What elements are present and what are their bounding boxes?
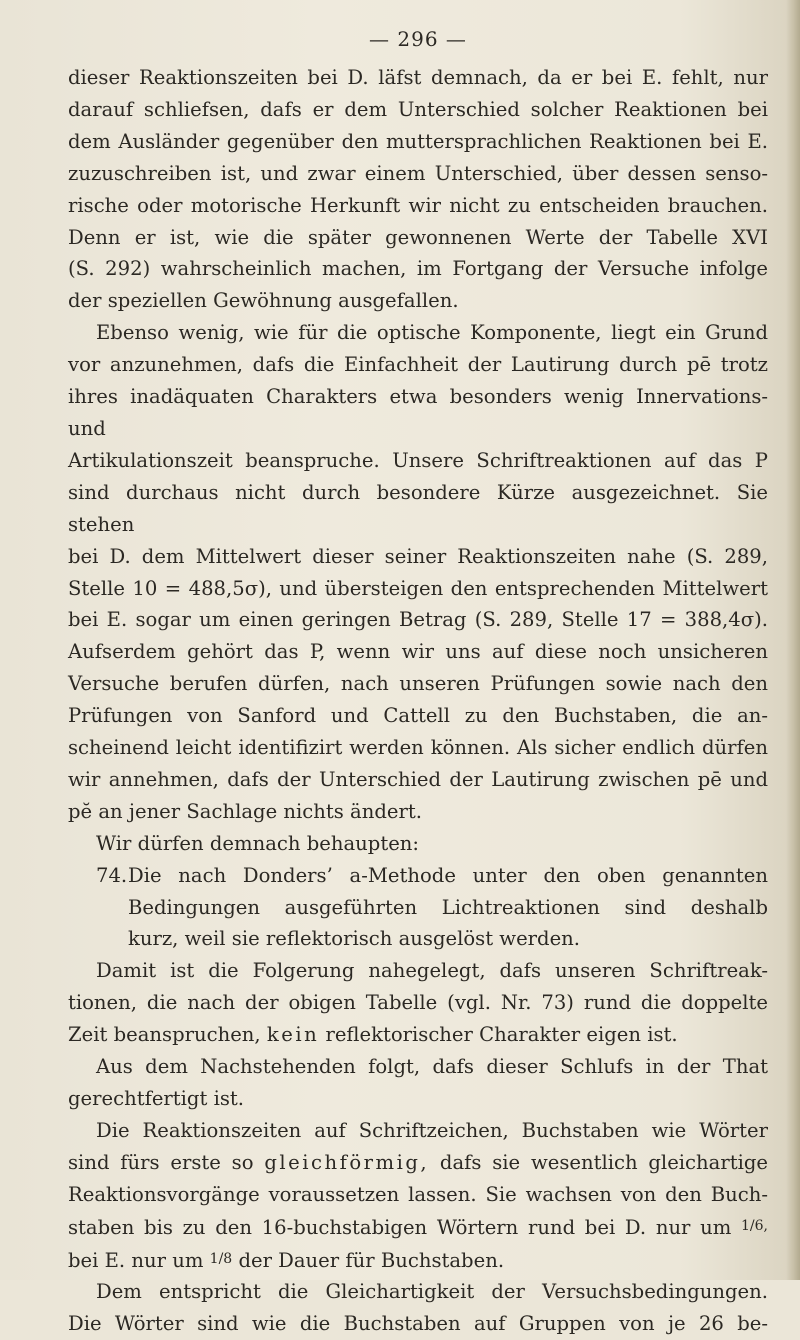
text-line: scheinend leicht identifizirt werden können. Als sicher endlich dürfen (68, 736, 768, 760)
text-segment: Zeit beanspruchen, (68, 1023, 261, 1047)
text-line: (S. 292) wahrscheinlich machen, im Fortgang der Versuche infolge (68, 257, 768, 281)
fraction: 1/8 (209, 1250, 233, 1267)
text-line (68, 1211, 768, 1244)
text-line (68, 1244, 768, 1277)
text-line: wir annehmen, dafs der Unterschied der Lautirung zwischen pē und (68, 767, 768, 791)
text-segment: bei E. nur um (68, 1248, 204, 1272)
text-line: Wir dürfen demnach behaupten: (96, 831, 420, 855)
text-line: dieser Reaktionszeiten bei D. läfst demnach, da er bei E. fehlt, nur (68, 66, 768, 89)
paragraph-1 (68, 62, 768, 317)
text-line: Versuche berufen dürfen, nach unseren Prüfungen sowie nach den (68, 672, 768, 696)
text-line: Reaktionsvorgänge voraussetzen lassen. Sie wachsen von den Buch- (68, 1182, 768, 1206)
paragraph-3 (68, 828, 768, 860)
text-line: Die Wörter sind wie die Buchstaben auf Gruppen von je 26 be- (68, 1312, 768, 1336)
emphasized-word: kein (266, 1023, 320, 1047)
page-number-header: — 296 — (369, 27, 467, 51)
text-line: Aufserdem gehört das P, wenn wir uns auf diese noch unsicheren (68, 640, 768, 664)
text-line: tionen, die nach der obigen Tabelle (vgl. Nr. 73) rund die doppelte (68, 991, 768, 1015)
thesis-text: Die nach Donders’ a-Methode unter den oben genannten (128, 863, 768, 887)
text-line: vor anzunehmen, dafs die Einfachheit der Lautirung durch pē trotz (68, 353, 768, 377)
text-line: Die Reaktionszeiten auf Schriftzeichen, Buchstaben wie Wörter (96, 1118, 768, 1142)
text-line: Artikulationszeit beanspruche. Unsere Schriftreaktionen auf das P (68, 448, 768, 472)
text-segment: sind fürs erste so (68, 1150, 254, 1174)
text-line: bei E. sogar um einen geringen Betrag (S. 289, Stelle 17 = 388,4σ). (68, 608, 768, 632)
text-line: gerechtfertigt ist. (68, 1087, 244, 1110)
text-line: Ebenso wenig, wie für die optische Komponente, liegt ein Grund (96, 321, 768, 345)
page-edge-shadow (786, 0, 800, 1280)
paragraph-4 (68, 955, 768, 1051)
document-body (68, 24, 768, 1340)
text-line: Dem entspricht die Gleichartigkeit der Versuchsbedingungen. (96, 1280, 768, 1304)
text-segment: dafs sie wesentlich gleichartige (439, 1150, 768, 1174)
thesis-number: 74. (96, 863, 128, 887)
text-line: Damit ist die Folgerung nahegelegt, dafs unseren Schriftreak- (96, 959, 768, 983)
text-line: Bedingungen ausgeführten Lichtreaktionen sind deshalb (128, 895, 768, 919)
text-line: pĕ an jener Sachlage nichts ändert. (68, 799, 422, 823)
text-line: dem Ausländer gegenüber den muttersprachlichen Reaktionen bei E. (68, 129, 768, 153)
paragraph-2 (68, 317, 768, 828)
text-line: rische oder motorische Herkunft wir nicht zu entscheiden brauchen. (68, 193, 768, 217)
text-segment: reflektorischer Charakter eigen ist. (325, 1023, 678, 1047)
paragraph-5 (68, 1051, 768, 1115)
paragraph-7 (68, 1276, 768, 1340)
text-line: kurz, weil sie reflektorisch ausgelöst werden. (128, 927, 581, 951)
text-line: darauf schliefsen, dafs er dem Unterschied solcher Reaktionen bei (68, 97, 768, 121)
text-line: sind durchaus nicht durch besondere Kürze ausgezeichnet. Sie stehen (68, 480, 768, 536)
text-line: zuzuschreiben ist, und zwar einem Unterschied, über dessen senso- (68, 161, 768, 185)
text-segment: der Dauer für Buchstaben. (238, 1248, 505, 1272)
text-line: der speziellen Gewöhnung ausgefallen. (68, 289, 459, 313)
text-line: Prüfungen von Sanford und Cattell zu den Buchstaben, die an- (68, 704, 768, 728)
text-line (68, 1147, 768, 1179)
emphasized-word: gleichförmig, (264, 1150, 430, 1174)
text-segment: staben bis zu den 16-buchstabigen Wörtern rund bei D. nur um (68, 1215, 732, 1239)
text-line: bei D. dem Mittelwert dieser seiner Reaktionszeiten nahe (S. 289, (68, 544, 768, 568)
text-line (128, 860, 768, 892)
text-line (68, 1019, 768, 1051)
numbered-thesis-74 (68, 860, 768, 956)
fraction: 1/6, (741, 1217, 768, 1234)
text-line: Denn er ist, wie die später gewonnenen Werte der Tabelle XVI (68, 225, 768, 249)
paragraph-6 (68, 1115, 768, 1277)
text-line: Stelle 10 = 488,5σ), und übersteigen den entsprechenden Mittelwert (68, 576, 768, 600)
text-line: Aus dem Nachstehenden folgt, dafs dieser Schlufs in der That (96, 1055, 768, 1079)
text-line: ihres inadäquaten Charakters etwa besonders wenig Innervations- und (68, 385, 768, 440)
